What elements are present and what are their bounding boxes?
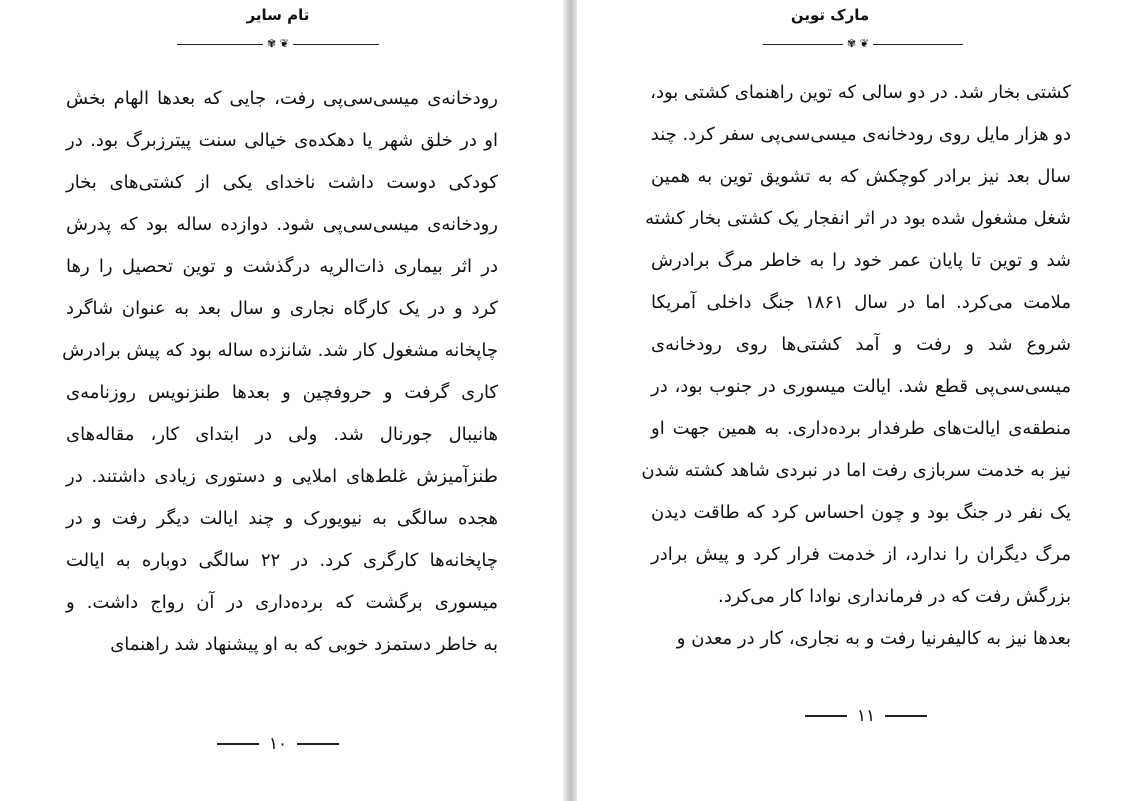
text-line: هجده سالگی به نیویورک و چند ایالت دیگر رفت و در [66,508,498,529]
left-page [0,0,563,801]
text-line: کرد و در یک کارگاه نجاری و سال بعد به عنوان شاگرد [66,298,498,319]
text-line: میسی‌سی‌پی قطع شد. ایالت میسوری در جنوب بود، در [651,376,1071,397]
folio-rule [885,715,927,717]
ornament-icon: ✾ ❦ [847,37,869,50]
text-line: ملامت می‌کرد. اما در سال ۱۸۶۱ جنگ داخلی آمریکا [651,292,1071,313]
text-line: کودکی دوست داشت ناخدای یکی از کشتی‌های بخار [66,172,498,193]
text-line: به خاطر دستمزد خوبی که به او پیشنهاد شد راهنمای [110,634,498,655]
rule-line [177,44,263,45]
text-line: رودخانه‌ی میسی‌سی‌پی رفت، جایی که بعدها الهام بخش [66,88,498,109]
page-number [791,706,941,726]
text-line: طنزآمیزش غلط‌های املایی و دستوری زیادی داشتند. در [66,466,498,487]
text-line: نیز به خدمت سربازی رفت اما در نبردی شاهد کشته شدن [641,460,1071,481]
text-line: مرگ دیگران را ندارد، از خدمت فرار کرد و پیش برادر [651,544,1071,565]
rule-line [763,44,843,45]
book-spine [563,0,577,801]
page-number-value: ۱۱ [856,706,876,726]
text-line: هانیبال جورنال شد. ولی در ابتدای کار، مقاله‌های [66,424,498,445]
text-line: در اثر بیماری ذات‌الریه درگذشت و توین تحصیل را رها [66,256,498,277]
ornament-icon: ✾ ❦ [267,37,289,50]
header-ornament-rule [168,37,388,51]
running-head: مارک توین [790,6,870,24]
right-page [577,0,1133,801]
header-ornament-rule [758,37,968,51]
text-line: منطقه‌ی ایالت‌های طرفدار برده‌داری. به همین جهت او [651,418,1071,439]
text-line: یک نفر در جنگ بود و چون احساس کرد که طاقت دیدن [651,502,1071,523]
text-line: کاری گرفت و حروفچین و بعدها طنزنویس روزنامه‌ی [66,382,498,403]
text-line: او در خلق شهر یا دهکده‌ی خیالی سنت پیترزبرگ بود. در [66,130,498,151]
running-head: تام سایر [246,6,310,24]
folio-rule [805,715,847,717]
text-line: دو هزار مایل روی رودخانه‌ی میسی‌سی‌پی سفر کرد. چند [650,124,1071,145]
page-number-value: ۱۰ [268,734,288,754]
text-line: شروع شد و رفت و آمد کشتی‌ها روی رودخانه‌ی [651,334,1071,355]
page-number [208,734,348,754]
text-line: بزرگش رفت که در فرمانداری نوادا کار می‌کرد. [718,586,1071,607]
text-line: بعدها نیز به کالیفرنیا رفت و به نجاری، کار در معدن و [676,628,1071,649]
text-line: شغل مشغول شده بود در اثر انفجار یک کشتی بخار کشته [645,208,1071,229]
text-line: کشتی بخار شد. در دو سالی که توین راهنمای کشتی بود، [650,82,1071,103]
text-line: شد و توین تا پایان عمر خود را به خاطر مرگ برادرش [651,250,1071,271]
text-line: سال بعد نیز برادر کوچکش که به تشویق توین به همین [651,166,1071,187]
folio-rule [297,743,339,745]
text-line: میسوری برگشت که برده‌داری در آن رواج داشت. و [66,592,498,613]
text-line: رودخانه‌ی میسی‌سی‌پی شود. دوازده ساله بود که پدرش [66,214,498,235]
rule-line [293,44,379,45]
body-text [641,72,1071,660]
text-line: چاپخانه‌ها کارگری کرد. در ۲۲ سالگی دوباره به ایالت [66,550,498,571]
rule-line [873,44,963,45]
body-text [62,78,498,666]
folio-rule [217,743,259,745]
text-line: چاپخانه مشغول کار شد. شانزده ساله بود که پیش برادرش [62,340,498,361]
